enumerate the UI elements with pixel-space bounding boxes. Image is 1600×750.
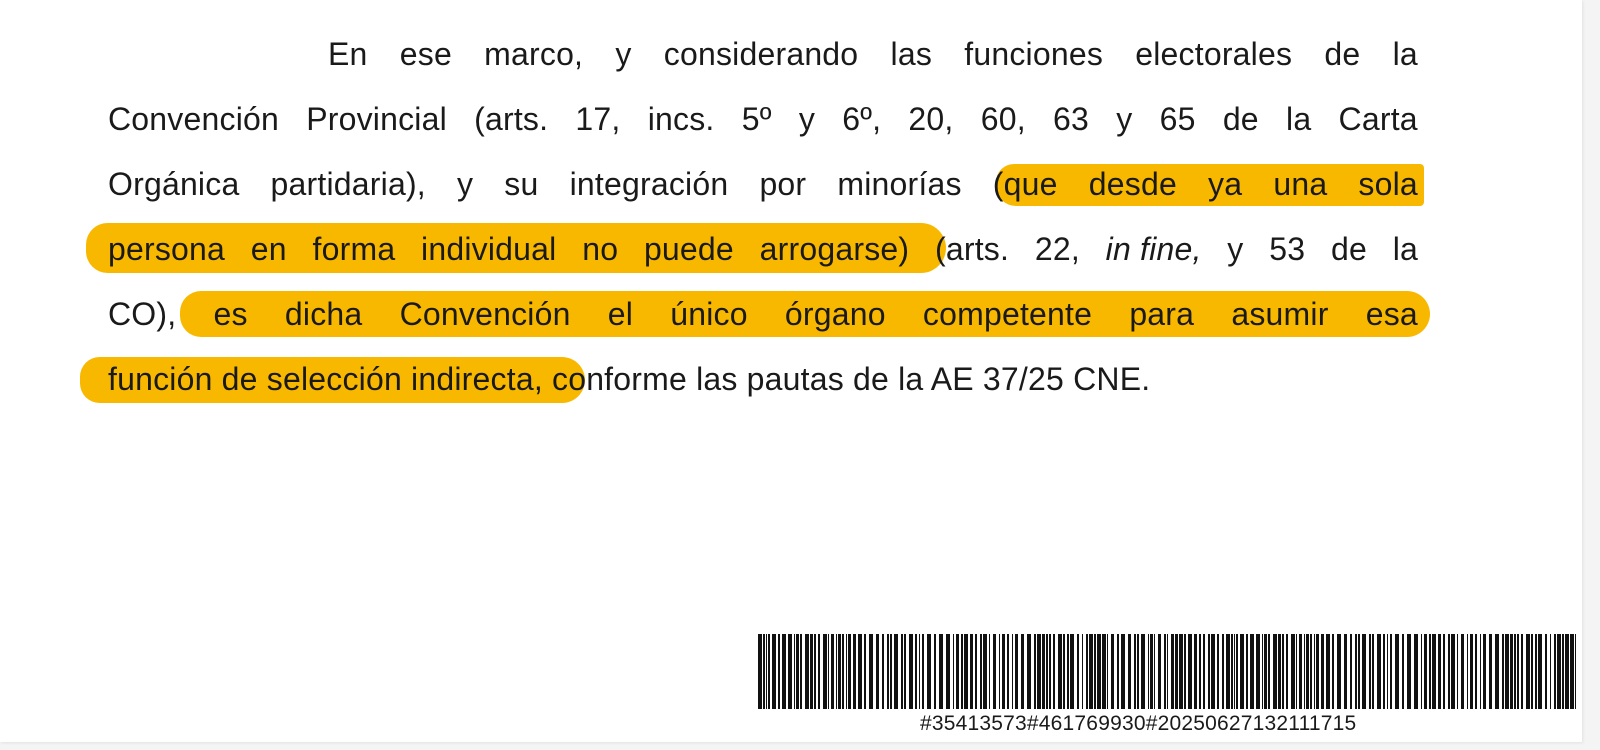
word: una — [1273, 166, 1328, 202]
barcode-bar — [810, 634, 813, 709]
barcode-bar — [1483, 634, 1486, 709]
word: (que — [992, 166, 1058, 202]
barcode-bar — [1538, 634, 1542, 709]
barcode-bar — [1461, 634, 1464, 709]
barcode-bar — [1286, 634, 1288, 709]
barcode-number: #35413573#461769930#20250627132111715 — [920, 712, 1357, 735]
barcode-bar — [1097, 634, 1101, 709]
barcode-bar — [1570, 634, 1574, 709]
barcode-bar — [1510, 634, 1513, 709]
barcode-bar — [915, 634, 917, 709]
word: puede — [643, 231, 734, 267]
word: 6º, — [842, 101, 882, 137]
highlighted-phrase: función de selección indirecta — [108, 361, 534, 397]
barcode-bar — [1002, 634, 1005, 709]
barcode-bar — [1475, 634, 1477, 709]
barcode-bar — [1164, 634, 1166, 709]
barcode-bar — [1158, 634, 1161, 709]
paragraph-line-4 — [108, 217, 1418, 282]
barcode-bar — [1208, 634, 1210, 709]
barcode-bar — [1137, 634, 1139, 709]
paragraph-line-3 — [108, 152, 1418, 217]
barcode-bar — [1179, 634, 1183, 709]
word: 20, — [908, 101, 954, 137]
barcode-bar — [1053, 634, 1055, 709]
barcode-bar — [919, 634, 920, 709]
word: y — [1116, 101, 1133, 137]
barcode-bar — [800, 634, 802, 709]
word: ese — [399, 36, 452, 72]
barcode-bar — [772, 634, 776, 709]
barcode-bar — [1240, 634, 1244, 709]
barcode-bar — [970, 634, 973, 709]
barcode-bar — [1332, 634, 1334, 709]
paragraph-line-1 — [108, 22, 1418, 87]
barcode-bar — [1344, 634, 1347, 709]
word: marco, — [484, 36, 584, 72]
barcode-bar — [814, 634, 816, 709]
barcode-bar — [1421, 634, 1422, 709]
barcode-bar — [1184, 634, 1186, 709]
barcode-bar — [1514, 634, 1516, 709]
barcode-bar — [956, 634, 959, 709]
barcode-bar — [1246, 634, 1248, 709]
barcode-bar — [1489, 634, 1492, 709]
barcode-bar — [842, 634, 844, 709]
barcode-bar — [1086, 634, 1088, 709]
word: desde — [1088, 166, 1177, 202]
barcode-bar — [1362, 634, 1366, 709]
closing-text: , conforme las pautas de la AE 37/25 CNE. — [533, 361, 1151, 397]
barcode-bar — [1231, 634, 1233, 709]
word: dicha — [284, 296, 363, 332]
barcode-bar — [794, 634, 795, 709]
barcode-bar — [1049, 634, 1051, 709]
word: sola — [1358, 166, 1418, 202]
barcode-bar — [1545, 634, 1547, 709]
barcode-bar — [1451, 634, 1455, 709]
barcode-bar — [1222, 634, 1224, 709]
barcode-bar — [904, 634, 906, 709]
barcode-bar — [980, 634, 982, 709]
barcode-bar — [836, 634, 837, 709]
barcode-bar — [1007, 634, 1009, 709]
barcode-bar — [909, 634, 913, 709]
barcode-bar — [1171, 634, 1174, 709]
barcode-bar — [964, 634, 968, 709]
barcode-bar — [1070, 634, 1074, 709]
barcode-bar — [890, 634, 892, 709]
barcode-bar — [1037, 634, 1041, 709]
barcode-bar — [1314, 634, 1315, 709]
barcode-bar — [1390, 634, 1392, 709]
word: 63 — [1053, 101, 1089, 137]
barcode-bar — [927, 634, 931, 709]
barcode-bar — [1021, 634, 1024, 709]
barcode-bar — [1432, 634, 1436, 709]
barcode-bar — [766, 634, 767, 709]
barcode-bar — [1015, 634, 1018, 709]
barcode-bar — [1256, 634, 1260, 709]
barcode-bar — [1067, 634, 1069, 709]
barcode-bar — [1554, 634, 1556, 709]
barcode-bar — [782, 634, 786, 709]
barcode-bar — [1264, 634, 1267, 709]
word-italic: in fine, — [1105, 231, 1202, 267]
word: (arts. — [935, 231, 1010, 267]
barcode-bar — [961, 634, 963, 709]
barcode-bar — [1495, 634, 1499, 709]
barcode-bar — [1102, 634, 1106, 709]
word: incs. — [647, 101, 715, 137]
barcode-bar — [864, 634, 866, 709]
barcode-bar — [1402, 634, 1404, 709]
barcode-bar — [1250, 634, 1254, 709]
barcode-bar — [1282, 634, 1284, 709]
barcode-bar — [901, 634, 903, 709]
barcode-bar — [1326, 634, 1330, 709]
barcode-bar — [853, 634, 856, 709]
barcode-bar — [1369, 634, 1371, 709]
word: electorales — [1135, 36, 1293, 72]
barcode-bar — [869, 634, 873, 709]
barcode-bar — [758, 634, 762, 709]
word: en — [250, 231, 287, 267]
word: y — [798, 101, 816, 137]
word: 5º — [741, 101, 772, 137]
barcode-bar — [1438, 634, 1441, 709]
barcode-bar — [1077, 634, 1079, 709]
barcode-bar — [1027, 634, 1031, 709]
barcode-bar — [1111, 634, 1114, 709]
word: En — [328, 36, 368, 72]
barcode-bar — [1063, 634, 1065, 709]
barcode — [758, 634, 1580, 709]
word: no — [582, 231, 619, 267]
word: partidaria), — [270, 166, 426, 202]
barcode-bar — [887, 634, 889, 709]
barcode-bar — [1377, 634, 1381, 709]
barcode-bar — [1291, 634, 1295, 709]
barcode-bar — [1429, 634, 1431, 709]
barcode-bar — [1550, 634, 1551, 709]
barcode-bar — [922, 634, 924, 709]
barcode-bar — [882, 634, 884, 709]
barcode-bar — [1480, 634, 1481, 709]
barcode-bar — [1358, 634, 1360, 709]
word: la — [1392, 231, 1418, 267]
barcode-bar — [1502, 634, 1504, 709]
word: y — [1227, 231, 1244, 267]
barcode-bar — [796, 634, 799, 709]
barcode-bar — [993, 634, 996, 709]
word: Provincial — [306, 101, 447, 137]
barcode-bar — [1234, 634, 1235, 709]
barcode-bar — [939, 634, 943, 709]
barcode-bar — [989, 634, 990, 709]
barcode-bar — [1337, 634, 1341, 709]
word: 53 — [1269, 231, 1306, 267]
barcode-bar — [1304, 634, 1305, 709]
barcode-bar — [831, 634, 834, 709]
barcode-bar — [1012, 634, 1013, 709]
barcode-bar — [1089, 634, 1093, 709]
barcode-bar — [1448, 634, 1450, 709]
word: integración — [569, 166, 729, 202]
barcode-bar — [1042, 634, 1045, 709]
word: considerando — [663, 36, 859, 72]
barcode-bar — [1350, 634, 1352, 709]
barcode-bar — [846, 634, 847, 709]
word: para — [1129, 296, 1195, 332]
barcode-bar — [1203, 634, 1205, 709]
barcode-bar — [1226, 634, 1230, 709]
barcode-bar — [1211, 634, 1215, 709]
barcode-bar — [1562, 634, 1564, 709]
barcode-bar — [848, 634, 851, 709]
barcode-bar — [1557, 634, 1561, 709]
barcode-bar — [788, 634, 792, 709]
barcode-bar — [1310, 634, 1312, 709]
barcode-bar — [778, 634, 780, 709]
barcode-bar — [1531, 634, 1533, 709]
barcode-bar — [975, 634, 977, 709]
word: la — [1392, 36, 1418, 72]
barcode-bar — [1355, 634, 1357, 709]
barcode-bar — [805, 634, 809, 709]
barcode-bar — [1107, 634, 1108, 709]
barcode-bar — [934, 634, 936, 709]
barcode-bar — [1306, 634, 1309, 709]
barcode-bar — [1034, 634, 1036, 709]
word: es — [213, 296, 248, 332]
barcode-bar — [1470, 634, 1473, 709]
barcode-bar — [1407, 634, 1411, 709]
barcode-bar — [1565, 634, 1569, 709]
barcode-bar — [1150, 634, 1153, 709]
word: persona — [108, 231, 226, 267]
barcode-bar — [953, 634, 954, 709]
barcode-bar — [823, 634, 827, 709]
barcode-bar — [1316, 634, 1319, 709]
word: asumir — [1231, 296, 1329, 332]
barcode-bar — [1154, 634, 1155, 709]
barcode-bar — [1141, 634, 1145, 709]
barcode-bar — [1535, 634, 1537, 709]
word: 60, — [980, 101, 1026, 137]
barcode-bar — [1521, 634, 1523, 709]
barcode-bar — [1046, 634, 1048, 709]
word: CO), — [108, 296, 177, 332]
barcode-bar — [1121, 634, 1125, 709]
word: 65 — [1159, 101, 1196, 137]
barcode-bar — [1058, 634, 1062, 709]
barcode-bar — [1383, 634, 1385, 709]
barcode-bar — [876, 634, 879, 709]
barcode-bar — [818, 634, 820, 709]
barcode-bar — [946, 634, 950, 709]
barcode-bar — [1236, 634, 1238, 709]
barcode-bar — [1387, 634, 1388, 709]
barcode-bar — [1517, 634, 1519, 709]
barcode-bar — [1175, 634, 1178, 709]
word: individual — [421, 231, 557, 267]
barcode-bar — [894, 634, 898, 709]
barcode-bar — [1273, 634, 1277, 709]
barcode-bar — [768, 634, 770, 709]
barcode-bar — [1262, 634, 1263, 709]
barcode-bar — [1467, 634, 1468, 709]
word: de — [1330, 231, 1367, 267]
word: ya — [1208, 166, 1243, 202]
word: y — [457, 166, 474, 202]
barcode-bar — [1395, 634, 1399, 709]
barcode-bar — [1094, 634, 1096, 709]
barcode-bar — [1199, 634, 1201, 709]
word: (arts. — [474, 101, 549, 137]
word: órgano — [784, 296, 886, 332]
paragraph-line-5 — [108, 282, 1418, 347]
barcode-bar — [1526, 634, 1530, 709]
barcode-bar — [828, 634, 829, 709]
barcode-bar — [1117, 634, 1119, 709]
word: por — [759, 166, 807, 202]
word: las — [890, 36, 933, 72]
word: 22, — [1034, 231, 1080, 267]
barcode-bar — [1372, 634, 1374, 709]
barcode-bar — [1167, 634, 1168, 709]
barcode-bar — [858, 634, 862, 709]
paragraph-line-2 — [108, 87, 1418, 152]
barcode-bar — [1188, 634, 1192, 709]
word: Convención — [108, 101, 279, 137]
word: único — [670, 296, 748, 332]
word: su — [504, 166, 539, 202]
word: Carta — [1338, 101, 1418, 137]
barcode-bar — [1457, 634, 1458, 709]
paragraph-line-6 — [108, 347, 1418, 412]
word: 17, — [575, 101, 621, 137]
paragraph — [108, 22, 1418, 412]
barcode-bar — [1148, 634, 1149, 709]
barcode-bar — [1296, 634, 1297, 709]
barcode-bar — [1278, 634, 1281, 709]
barcode-bar — [1575, 634, 1576, 709]
word: de — [1324, 36, 1361, 72]
barcode-bar — [1268, 634, 1270, 709]
word: funciones — [964, 36, 1104, 72]
word: arrogarse) — [759, 231, 910, 267]
barcode-bar — [763, 634, 765, 709]
word: esa — [1365, 296, 1418, 332]
word: el — [607, 296, 634, 332]
barcode-bar — [1443, 634, 1445, 709]
barcode-bar — [1414, 634, 1418, 709]
word: la — [1286, 101, 1312, 137]
barcode-bar — [1424, 634, 1427, 709]
barcode-bar — [838, 634, 841, 709]
barcode-bar — [983, 634, 987, 709]
barcode-bar — [999, 634, 1000, 709]
barcode-bar — [1194, 634, 1197, 709]
word: y — [615, 36, 632, 72]
word: de — [1222, 101, 1259, 137]
barcode-bar — [1134, 634, 1136, 709]
word: minorías — [837, 166, 962, 202]
barcode-bar — [1128, 634, 1131, 709]
barcode-bar — [1217, 634, 1219, 709]
barcode-bar — [1505, 634, 1509, 709]
barcode-bar — [1082, 634, 1083, 709]
word: forma — [312, 231, 396, 267]
word: Convención — [399, 296, 571, 332]
barcode-bar — [1321, 634, 1324, 709]
word: competente — [922, 296, 1093, 332]
word: Orgánica — [108, 166, 240, 202]
barcode-bar — [1299, 634, 1302, 709]
